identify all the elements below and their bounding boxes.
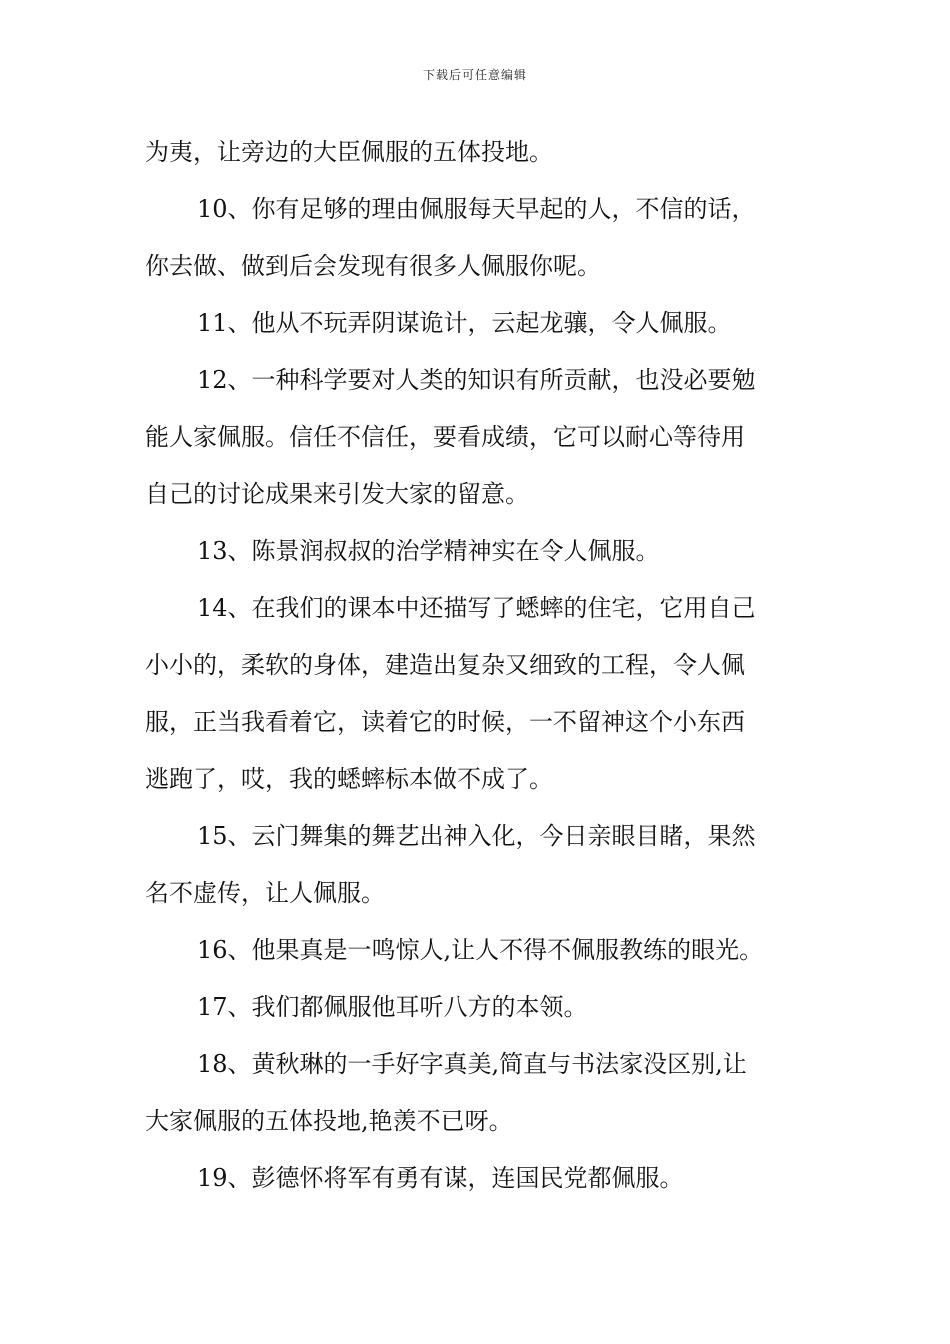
item-14-line-1: 14、在我们的课本中还描写了蟋蟀的住宅，它用自己 (197, 594, 756, 622)
page-header: 下载后可任意编辑 (422, 68, 527, 82)
item-17-line-1: 17、我们都佩服他耳听八方的本领。 (197, 993, 588, 1021)
item-13-line-1: 13、陈景润叔叔的治学精神实在令人佩服。 (197, 537, 660, 565)
item-14-line-3: 服，正当我看着它，读着它的时候，一不留神这个小东西 (145, 708, 745, 736)
item-18-line-2: 大家佩服的五体投地,艳羡不已呀。 (145, 1107, 513, 1135)
item-12-line-3: 自己的讨论成果来引发大家的留意。 (145, 480, 529, 508)
item-15-line-2: 名不虚传，让人佩服。 (145, 879, 385, 907)
item-15-line-1: 15、云门舞集的舞艺出神入化，今日亲眼目睹，果然 (197, 822, 756, 850)
item-10-line-1: 10、你有足够的理由佩服每天早起的人，不信的话， (197, 195, 756, 223)
item-16-line-1: 16、他果真是一鸣惊人,让人不得不佩服教练的眼光。 (197, 936, 764, 964)
text-line-continuation: 为夷，让旁边的大臣佩服的五体投地。 (145, 138, 553, 166)
item-10-line-2: 你去做、做到后会发现有很多人佩服你呢。 (145, 252, 601, 280)
item-11-line-1: 11、他从不玩弄阴谋诡计，云起龙骧，令人佩服。 (197, 309, 732, 337)
document-body (145, 128, 807, 1211)
item-14-line-2: 小小的，柔软的身体，建造出复杂又细致的工程，令人佩 (145, 651, 745, 679)
item-14-line-4: 逃跑了，哎，我的蟋蟀标本做不成了。 (145, 765, 553, 793)
item-12-line-1: 12、一种科学要对人类的知识有所贡献，也没必要勉 (197, 366, 756, 394)
item-18-line-1: 18、黄秋琳的一手好字真美,简直与书法家没区别,让 (197, 1050, 747, 1078)
item-19-line-1: 19、彭德怀将军有勇有谋，连国民党都佩服。 (197, 1164, 684, 1192)
item-12-line-2: 能人家佩服。信任不信任，要看成绩，它可以耐心等待用 (145, 423, 745, 451)
